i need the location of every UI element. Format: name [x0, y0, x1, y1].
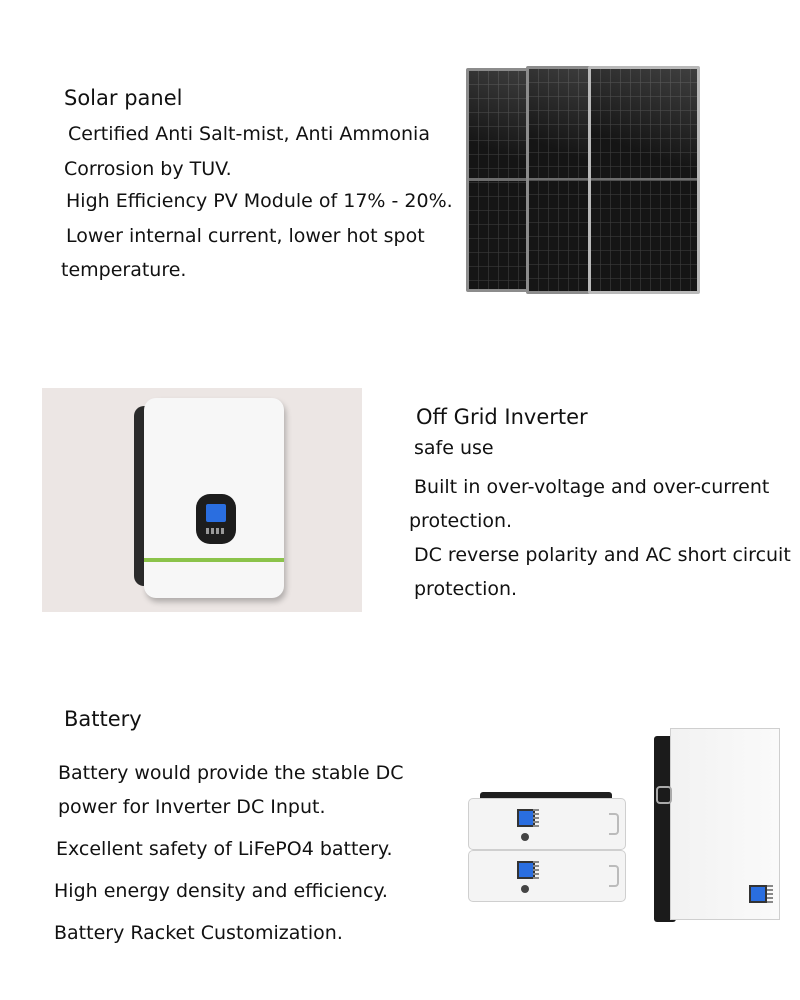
solar-feature-line: High Efficiency PV Module of 17% - 20%.	[66, 190, 453, 212]
solar-feature-line: Certified Anti Salt-mist, Anti Ammonia	[68, 123, 430, 145]
battery-feature-line: High energy density and efficiency.	[54, 880, 388, 902]
inverter-feature-line: Built in over-voltage and over-current	[414, 476, 770, 498]
battery-feature-line: Battery would provide the stable DC	[58, 762, 404, 784]
battery-feature-line: Excellent safety of LiFePO4 battery.	[56, 838, 393, 860]
power-button-icon	[521, 885, 529, 893]
inverter-feature-line: protection.	[414, 578, 518, 600]
lcd-screen-icon	[749, 885, 767, 903]
solar-panel-heading: Solar panel	[64, 86, 183, 110]
inverter-heading: Off Grid Inverter	[416, 405, 588, 429]
inverter-feature-line: protection.	[409, 510, 513, 532]
handle-icon	[609, 865, 619, 887]
battery-feature-line: Battery Racket Customization.	[54, 922, 343, 944]
solar-feature-line: Corrosion by TUV.	[64, 158, 232, 180]
solar-feature-line: temperature.	[61, 259, 187, 281]
inverter-graphic	[144, 398, 284, 598]
stacked-battery-graphic	[468, 792, 624, 904]
inverter-feature-line: safe use	[414, 437, 494, 459]
inverter-display	[196, 494, 236, 544]
battery-feature-line: power for Inverter DC Input.	[58, 796, 326, 818]
handle-icon	[609, 813, 619, 835]
inverter-accent-stripe	[144, 558, 284, 562]
battery-module	[468, 798, 626, 850]
solar-panel-graphic	[588, 66, 700, 294]
power-button-icon	[521, 833, 529, 841]
handle-icon	[656, 786, 672, 804]
lcd-screen-icon	[206, 504, 226, 522]
inverter-feature-line: DC reverse polarity and AC short circuit	[414, 544, 791, 566]
battery-heading: Battery	[64, 707, 142, 731]
battery-module	[468, 850, 626, 902]
wall-battery-graphic	[654, 728, 778, 926]
solar-feature-line: Lower internal current, lower hot spot	[66, 225, 425, 247]
